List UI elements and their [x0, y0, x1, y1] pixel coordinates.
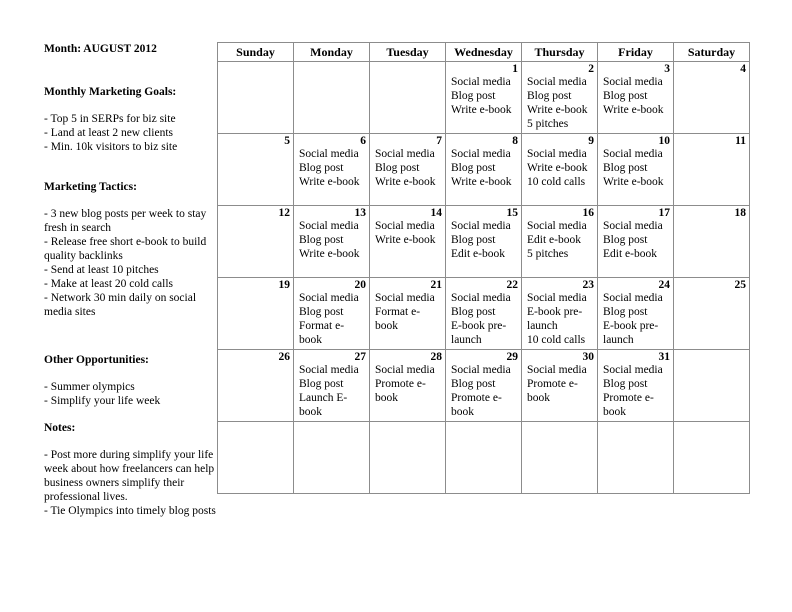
month-heading: Month: AUGUST 2012	[44, 43, 157, 55]
task-item: Write e-book	[375, 234, 436, 246]
day-cell[interactable]	[370, 134, 446, 206]
day-cell[interactable]	[370, 350, 446, 422]
task-item: book	[299, 334, 322, 346]
task-list	[446, 147, 521, 189]
weekday-header-row	[218, 43, 750, 62]
task-item: Social media	[375, 148, 435, 160]
task-item: Blog post	[603, 90, 648, 102]
task-item: Write e-book	[299, 176, 360, 188]
task-item: Social media	[451, 220, 511, 232]
weekday-header-sunday: Sunday	[218, 43, 294, 62]
day-cell[interactable]	[370, 278, 446, 350]
task-list	[522, 75, 597, 131]
tactics-heading: Marketing Tactics:	[44, 181, 137, 193]
task-item: book	[527, 392, 550, 404]
task-item: Write e-book	[603, 176, 664, 188]
day-number: 10	[658, 135, 670, 147]
task-item: launch	[603, 334, 634, 346]
task-item: Blog post	[451, 378, 496, 390]
goals-heading: Monthly Marketing Goals:	[44, 86, 177, 98]
sidebar-list-item: - Simplify your life week	[44, 395, 161, 407]
task-item: launch	[451, 334, 482, 346]
week-row	[218, 206, 750, 278]
week-row	[218, 278, 750, 350]
day-number: 12	[278, 207, 290, 219]
task-item: Blog post	[527, 90, 572, 102]
task-item: Write e-book	[527, 104, 588, 116]
task-list	[598, 219, 673, 261]
task-item: Blog post	[299, 162, 344, 174]
task-item: Social media	[375, 220, 435, 232]
day-cell[interactable]	[370, 62, 446, 134]
task-item: Social media	[603, 148, 663, 160]
task-list	[370, 147, 445, 189]
day-number: 28	[430, 351, 442, 363]
day-cell[interactable]	[522, 422, 598, 494]
sidebar-list-item: - Min. 10k visitors to biz site	[44, 141, 178, 153]
task-item: Social media	[375, 364, 435, 376]
task-item: Blog post	[299, 234, 344, 246]
day-number	[294, 422, 369, 435]
day-number: 8	[512, 135, 518, 147]
day-number	[294, 62, 369, 75]
day-number	[370, 62, 445, 75]
task-item: book	[375, 392, 398, 404]
task-item: Social media	[527, 148, 587, 160]
opportunities-list	[44, 380, 220, 408]
day-number	[522, 422, 597, 435]
task-list	[598, 75, 673, 117]
task-item: Social media	[299, 292, 359, 304]
task-list	[446, 291, 521, 347]
task-list	[446, 363, 521, 419]
task-item: Social media	[603, 292, 663, 304]
task-list	[522, 219, 597, 261]
task-item: Promote e-	[527, 378, 578, 390]
task-item: Promote e-	[451, 392, 502, 404]
calendar-grid	[217, 42, 750, 494]
day-number: 31	[658, 351, 670, 363]
weekday-header-friday: Friday	[598, 43, 674, 62]
task-item: Write e-book	[603, 104, 664, 116]
day-number: 5	[284, 135, 290, 147]
task-item: Blog post	[451, 90, 496, 102]
task-item: E-book pre-	[527, 306, 583, 318]
task-item: Blog post	[375, 162, 420, 174]
day-cell[interactable]	[598, 62, 674, 134]
day-number: 26	[278, 351, 290, 363]
sidebar-list-item: - Top 5 in SERPs for biz site	[44, 113, 176, 125]
task-item: Social media	[299, 220, 359, 232]
tactics-list	[44, 207, 220, 319]
day-number	[446, 422, 521, 435]
sidebar-list-item: - Summer olympics	[44, 381, 135, 393]
day-cell[interactable]	[446, 350, 522, 422]
task-item: book	[603, 406, 626, 418]
day-number: 25	[734, 279, 746, 291]
task-item: Write e-book	[451, 104, 512, 116]
task-item: Edit e-book	[603, 248, 657, 260]
week-row	[218, 62, 750, 134]
task-item: Social media	[299, 364, 359, 376]
notes-list	[44, 448, 220, 518]
day-cell[interactable]	[522, 206, 598, 278]
task-list	[370, 291, 445, 333]
day-number: 23	[582, 279, 594, 291]
day-number	[370, 422, 445, 435]
day-number	[674, 422, 749, 435]
task-item: Edit e-book	[527, 234, 581, 246]
day-number: 13	[354, 207, 366, 219]
day-number: 30	[582, 351, 594, 363]
day-number: 14	[430, 207, 442, 219]
day-number: 24	[658, 279, 670, 291]
task-item: Blog post	[603, 234, 648, 246]
day-number	[218, 62, 293, 75]
week-row	[218, 350, 750, 422]
day-cell[interactable]	[446, 134, 522, 206]
day-cell[interactable]	[522, 62, 598, 134]
task-item: Social media	[375, 292, 435, 304]
task-item: Social media	[527, 220, 587, 232]
task-item: Promote e-	[603, 392, 654, 404]
sidebar-list-item: - 3 new blog posts per week to stay fresh in search	[44, 208, 207, 234]
sidebar-list-item: - Release free short e-book to build quality backlinks	[44, 236, 207, 262]
day-number: 3	[664, 63, 670, 75]
task-item: Write e-book	[299, 248, 360, 260]
task-item: Edit e-book	[451, 248, 505, 260]
day-number: 11	[735, 135, 746, 147]
task-item: Social media	[527, 292, 587, 304]
planning-sidebar	[44, 40, 220, 518]
day-cell[interactable]	[294, 206, 370, 278]
task-item: E-book pre-	[451, 320, 507, 332]
day-number	[218, 422, 293, 435]
task-item: Promote e-	[375, 378, 426, 390]
day-cell[interactable]	[446, 278, 522, 350]
task-item: 5 pitches	[527, 248, 569, 260]
day-cell[interactable]	[294, 134, 370, 206]
day-cell[interactable]	[370, 206, 446, 278]
notes-heading: Notes:	[44, 422, 76, 434]
day-cell[interactable]	[218, 278, 294, 350]
day-cell[interactable]	[218, 422, 294, 494]
day-cell[interactable]	[294, 422, 370, 494]
task-item: 10 cold calls	[527, 176, 586, 188]
day-number: 1	[512, 63, 518, 75]
sidebar-list-item: - Land at least 2 new clients	[44, 127, 174, 139]
task-item: Social media	[603, 364, 663, 376]
task-list	[446, 75, 521, 117]
task-list	[598, 147, 673, 189]
sidebar-list-item: - Tie Olympics into timely blog posts	[44, 505, 216, 517]
day-cell[interactable]	[674, 422, 750, 494]
day-cell[interactable]	[674, 278, 750, 350]
day-cell[interactable]	[674, 62, 750, 134]
day-cell[interactable]	[446, 422, 522, 494]
weekday-header-tuesday: Tuesday	[370, 43, 446, 62]
day-number: 21	[430, 279, 442, 291]
task-list	[294, 291, 369, 347]
task-item: Blog post	[603, 378, 648, 390]
day-cell[interactable]	[598, 206, 674, 278]
weekday-header-thursday: Thursday	[522, 43, 598, 62]
task-list	[294, 147, 369, 189]
task-item: launch	[527, 320, 558, 332]
weekday-header-monday: Monday	[294, 43, 370, 62]
day-cell[interactable]	[522, 134, 598, 206]
task-item: book	[375, 320, 398, 332]
task-item: Blog post	[603, 306, 648, 318]
task-item: Social media	[603, 220, 663, 232]
day-cell[interactable]	[674, 206, 750, 278]
day-number: 29	[506, 351, 518, 363]
task-item: Write e-book	[527, 162, 588, 174]
task-item: Format e-	[375, 306, 421, 318]
task-list	[370, 219, 445, 247]
sidebar-list-item: - Post more during simplify your life week about how freelancers can help business owners simplify their professional lives.	[44, 449, 215, 503]
day-cell[interactable]	[370, 422, 446, 494]
day-cell[interactable]	[598, 278, 674, 350]
task-item: Social media	[451, 292, 511, 304]
opportunities-heading: Other Opportunities:	[44, 354, 149, 366]
day-cell[interactable]	[522, 350, 598, 422]
task-item: Social media	[451, 148, 511, 160]
task-item: Social media	[451, 364, 511, 376]
day-cell[interactable]	[522, 278, 598, 350]
day-cell[interactable]	[674, 134, 750, 206]
day-number: 27	[354, 351, 366, 363]
task-item: Write e-book	[375, 176, 436, 188]
day-cell[interactable]	[218, 206, 294, 278]
task-list	[598, 363, 673, 419]
day-number	[674, 350, 749, 363]
day-cell[interactable]	[218, 350, 294, 422]
task-list	[522, 363, 597, 405]
sidebar-list-item: - Send at least 10 pitches	[44, 264, 159, 276]
task-item: 10 cold calls	[527, 334, 586, 346]
task-item: Write e-book	[451, 176, 512, 188]
task-item: Blog post	[451, 306, 496, 318]
task-list	[522, 291, 597, 347]
week-row	[218, 422, 750, 494]
day-cell[interactable]	[598, 134, 674, 206]
weekday-header-wednesday: Wednesday	[446, 43, 522, 62]
task-list	[522, 147, 597, 189]
task-item: 5 pitches	[527, 118, 569, 130]
day-number: 6	[360, 135, 366, 147]
day-cell[interactable]	[294, 350, 370, 422]
day-cell[interactable]	[218, 62, 294, 134]
task-item: Blog post	[299, 306, 344, 318]
day-number: 22	[506, 279, 518, 291]
task-list	[294, 363, 369, 419]
task-list	[294, 219, 369, 261]
task-list	[446, 219, 521, 261]
day-cell[interactable]	[294, 278, 370, 350]
task-item: Social media	[451, 76, 511, 88]
task-item: book	[451, 406, 474, 418]
task-item: Launch E-	[299, 392, 348, 404]
task-item: Blog post	[451, 162, 496, 174]
task-item: Social media	[527, 76, 587, 88]
sidebar-list-item: - Make at least 20 cold calls	[44, 278, 174, 290]
day-number: 18	[734, 207, 746, 219]
day-cell[interactable]	[294, 62, 370, 134]
task-list	[598, 291, 673, 347]
task-item: Blog post	[603, 162, 648, 174]
day-cell[interactable]	[446, 62, 522, 134]
day-number	[598, 422, 673, 435]
day-number: 15	[506, 207, 518, 219]
task-item: E-book pre-	[603, 320, 659, 332]
day-number: 9	[588, 135, 594, 147]
calendar-body	[218, 62, 750, 494]
day-cell[interactable]	[218, 134, 294, 206]
task-item: Social media	[299, 148, 359, 160]
task-item: Blog post	[451, 234, 496, 246]
weekday-header-saturday: Saturday	[674, 43, 750, 62]
task-item: Social media	[527, 364, 587, 376]
day-cell[interactable]	[674, 350, 750, 422]
task-list	[370, 363, 445, 405]
task-item: Social media	[603, 76, 663, 88]
week-row	[218, 134, 750, 206]
day-cell[interactable]	[598, 422, 674, 494]
task-item: Blog post	[299, 378, 344, 390]
task-item: book	[299, 406, 322, 418]
day-number: 4	[740, 63, 746, 75]
sidebar-list-item: - Network 30 min daily on social media sites	[44, 292, 197, 318]
day-number: 20	[354, 279, 366, 291]
day-number: 2	[588, 63, 594, 75]
day-number: 16	[582, 207, 594, 219]
goals-list	[44, 112, 220, 154]
task-item: Format e-	[299, 320, 345, 332]
day-cell[interactable]	[446, 206, 522, 278]
day-cell[interactable]	[598, 350, 674, 422]
day-number: 17	[658, 207, 670, 219]
day-number: 19	[278, 279, 290, 291]
day-number: 7	[436, 135, 442, 147]
